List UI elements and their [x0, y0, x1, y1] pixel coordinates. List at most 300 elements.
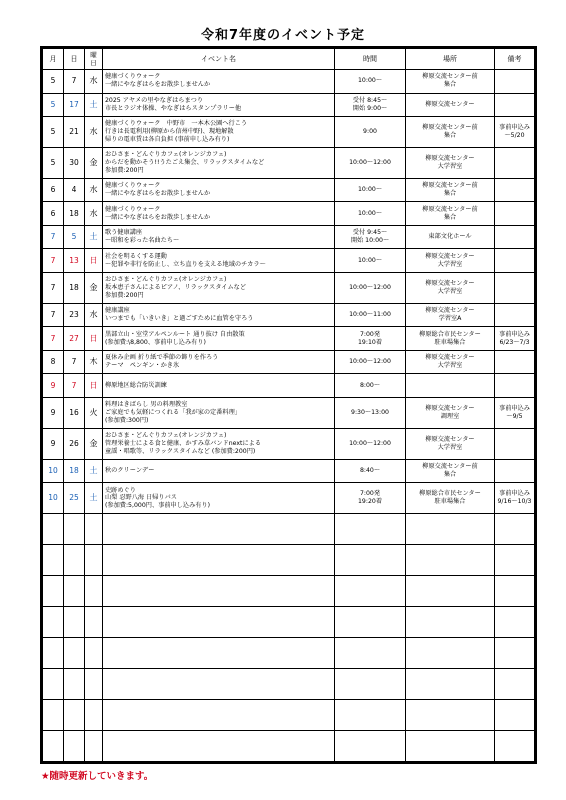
day-cell: 17	[64, 93, 85, 117]
empty-cell	[406, 638, 495, 669]
notes-cell	[495, 202, 535, 226]
weekday-cell: 水	[85, 178, 103, 202]
table-row	[43, 428, 535, 459]
table-row	[43, 374, 535, 398]
empty-cell	[335, 514, 406, 545]
table-row	[43, 483, 535, 514]
event-name-cell-line: 社会を明るくする運動	[105, 252, 167, 260]
notes-cell	[495, 303, 535, 327]
place-cell	[406, 483, 495, 514]
event-name-cell-line: 一緒にやなぎはらをお散歩しませんか	[105, 190, 211, 198]
place-cell-line: 集合	[443, 81, 457, 89]
notes-cell-line: 事前申込み	[499, 490, 530, 498]
weekday-cell: 木	[85, 350, 103, 374]
empty-cell	[406, 699, 495, 730]
empty-cell	[495, 638, 535, 669]
empty-cell	[103, 607, 335, 638]
weekday-cell: 水	[85, 303, 103, 327]
empty-cell	[43, 638, 64, 669]
header-place: 場所	[406, 49, 495, 70]
empty-cell	[85, 730, 103, 761]
notes-cell-line: ～9/5	[506, 412, 523, 420]
event-name-cell-line: 行きは長電利用(柳原から信州中野)、現地解散	[105, 128, 234, 136]
header-weekday	[85, 49, 103, 70]
month-cell: 6	[43, 202, 64, 226]
place-cell-line: 柳原交流センター	[425, 252, 475, 260]
time-cell	[335, 303, 406, 327]
notes-cell-line: 事前申込み	[499, 330, 530, 338]
empty-cell	[43, 668, 64, 699]
empty-cell	[335, 545, 406, 576]
event-name-cell	[103, 483, 335, 514]
place-cell-line: 大学習室	[437, 162, 463, 170]
header-time: 時間	[335, 49, 406, 70]
event-name-cell-line: 料理はきばらし 男の料理教室	[105, 401, 188, 409]
day-cell: 30	[64, 147, 85, 178]
empty-cell	[103, 730, 335, 761]
time-cell	[335, 93, 406, 117]
place-cell	[406, 350, 495, 374]
empty-cell	[103, 638, 335, 669]
empty-cell	[103, 699, 335, 730]
empty-cell	[495, 730, 535, 761]
event-name-cell-line: 夏休み企画 折り紙で季節の飾りを作ろう	[105, 354, 219, 362]
month-cell: 9	[43, 374, 64, 398]
time-cell	[335, 374, 406, 398]
month-cell: 7	[43, 225, 64, 249]
weekday-cell: 金	[85, 272, 103, 303]
day-cell: 7	[64, 374, 85, 398]
empty-cell	[335, 699, 406, 730]
place-cell	[406, 117, 495, 148]
notes-cell-line: 6/23～7/3	[499, 338, 530, 346]
place-cell	[406, 178, 495, 202]
time-cell	[335, 397, 406, 428]
table-row	[43, 70, 535, 94]
event-name-cell-line: 一緒にやなぎはらをお散歩しませんか	[105, 81, 211, 89]
event-name-cell-line: 史跡めぐり	[105, 486, 136, 494]
day-cell: 5	[64, 225, 85, 249]
place-cell	[406, 397, 495, 428]
time-cell	[335, 178, 406, 202]
time-cell	[335, 483, 406, 514]
place-cell-line: 柳原交流センター	[425, 100, 475, 108]
time-cell-line: 10:00～	[357, 77, 383, 85]
empty-cell	[64, 607, 85, 638]
event-name-cell-line: ご家庭でも気軽につくれる「我が家の定番料理」	[105, 408, 241, 416]
notes-cell	[495, 374, 535, 398]
notes-cell-line: 9/16～10/3	[497, 498, 532, 506]
day-cell: 4	[64, 178, 85, 202]
time-cell-line: 19:20着	[357, 498, 383, 506]
day-cell: 7	[64, 70, 85, 94]
time-cell-line: 9:00	[363, 128, 377, 136]
month-cell: 5	[43, 147, 64, 178]
place-cell-line: 大学習室	[437, 443, 463, 451]
empty-row	[43, 699, 535, 730]
notes-cell	[495, 70, 535, 94]
empty-cell	[406, 545, 495, 576]
event-rows	[43, 70, 535, 762]
event-name-cell-line: テーマ ペンギン・かき氷	[105, 362, 180, 370]
day-cell: 27	[64, 327, 85, 351]
empty-row	[43, 730, 535, 761]
empty-cell	[64, 638, 85, 669]
place-cell-line: 学習室A	[438, 315, 462, 323]
empty-row	[43, 638, 535, 669]
event-name-cell	[103, 249, 335, 273]
month-cell: 7	[43, 272, 64, 303]
time-cell	[335, 202, 406, 226]
event-name-cell-line: 健康づくりウォーク	[105, 182, 161, 190]
table-row	[43, 117, 535, 148]
header-weekday-top: 曜	[90, 51, 97, 59]
day-cell: 26	[64, 428, 85, 459]
event-schedule-table	[40, 46, 537, 764]
event-name-cell-line: 黒部立山・室堂アルペンルート 通り抜け 自由散策	[105, 330, 245, 338]
day-cell: 18	[64, 202, 85, 226]
empty-row	[43, 576, 535, 607]
place-cell	[406, 272, 495, 303]
notes-cell-line: ～5/20	[504, 131, 525, 139]
place-cell-line: 集合	[443, 213, 457, 221]
event-name-cell	[103, 327, 335, 351]
weekday-cell: 土	[85, 225, 103, 249]
empty-row	[43, 607, 535, 638]
weekday-cell: 水	[85, 202, 103, 226]
event-name-cell	[103, 93, 335, 117]
weekday-cell: 土	[85, 483, 103, 514]
time-cell	[335, 225, 406, 249]
event-name-cell	[103, 272, 335, 303]
table-row	[43, 225, 535, 249]
empty-cell	[103, 514, 335, 545]
empty-cell	[335, 576, 406, 607]
notes-cell	[495, 225, 535, 249]
month-cell: 7	[43, 303, 64, 327]
event-name-cell-line: 健康講座	[105, 307, 130, 315]
time-cell-line: 8:00～	[359, 381, 381, 389]
empty-cell	[43, 576, 64, 607]
place-cell-line: 柳原交流センター	[425, 354, 475, 362]
update-note: ★随時更新していきます。	[41, 771, 154, 782]
notes-cell	[495, 397, 535, 428]
month-cell: 9	[43, 428, 64, 459]
empty-cell	[85, 514, 103, 545]
page-title: 令和7年度のイベント予定	[200, 28, 366, 43]
event-name-cell-line: 2025 アヤメの里やなぎはらまつり	[105, 96, 204, 104]
month-cell: 5	[43, 93, 64, 117]
place-cell-line: 柳原交流センター	[425, 405, 475, 413]
table-row	[43, 178, 535, 202]
time-cell-line: 受付 8:45～	[352, 96, 388, 104]
event-name-cell-line: 健康づくりウォーク	[105, 205, 161, 213]
day-cell: 25	[64, 483, 85, 514]
place-cell-line: 駐車場集合	[434, 338, 466, 346]
place-cell-line: 柳原交流センター	[425, 307, 475, 315]
empty-cell	[64, 576, 85, 607]
table-row	[43, 397, 535, 428]
time-cell-line: 10:00～12:00	[349, 439, 391, 447]
event-name-cell-line: いつまでも「いきいき」と過ごすために血管を守ろう	[105, 315, 254, 323]
empty-cell	[43, 514, 64, 545]
day-cell: 18	[64, 272, 85, 303]
month-cell: 7	[43, 249, 64, 273]
place-cell	[406, 202, 495, 226]
place-cell-line: 東部文化ホール	[428, 233, 472, 241]
time-cell-line: 10:00～	[357, 186, 383, 194]
time-cell-line: 10:00～	[357, 209, 383, 217]
time-cell	[335, 459, 406, 483]
time-cell-line: 7:00発	[359, 490, 381, 498]
table-row	[43, 93, 535, 117]
notes-cell	[495, 428, 535, 459]
place-cell	[406, 70, 495, 94]
event-name-cell-line: (参加費:5,000円、事前申し込み有り)	[105, 502, 211, 510]
empty-cell	[64, 545, 85, 576]
event-name-cell	[103, 350, 335, 374]
month-cell: 10	[43, 459, 64, 483]
event-name-cell-line: 市長とラジオ体操、やなぎはらスタンプラリー他	[105, 104, 242, 112]
table-row	[43, 459, 535, 483]
empty-cell	[495, 514, 535, 545]
place-cell-line: 柳原総合市民センター	[419, 490, 481, 498]
empty-row	[43, 668, 535, 699]
place-cell-line: 柳原交流センター	[425, 435, 475, 443]
empty-cell	[406, 668, 495, 699]
place-cell-line: 大学習室	[437, 362, 463, 370]
place-cell-line: 集合	[443, 190, 457, 198]
time-cell	[335, 147, 406, 178]
empty-cell	[335, 668, 406, 699]
weekday-cell: 日	[85, 327, 103, 351]
event-name-cell-line: 坂本恵子さんによるピアノ、リラックスタイムなど	[105, 283, 247, 291]
time-cell	[335, 428, 406, 459]
empty-cell	[85, 607, 103, 638]
event-name-cell-line: ～昭和を彩った名曲たち～	[105, 237, 180, 245]
empty-cell	[85, 545, 103, 576]
place-cell	[406, 225, 495, 249]
month-cell: 10	[43, 483, 64, 514]
event-name-cell	[103, 459, 335, 483]
weekday-cell: 火	[85, 397, 103, 428]
place-cell	[406, 303, 495, 327]
event-name-cell	[103, 117, 335, 148]
table-row	[43, 147, 535, 178]
day-cell: 13	[64, 249, 85, 273]
empty-cell	[335, 607, 406, 638]
empty-cell	[85, 699, 103, 730]
empty-cell	[64, 514, 85, 545]
place-cell-line: 柳原交流センター前	[422, 73, 478, 81]
place-cell-line: 駐車場集合	[434, 498, 466, 506]
time-cell-line: 8:40～	[359, 467, 381, 475]
time-cell-line: 9:30～13:00	[351, 408, 389, 416]
event-name-cell-line: 健康づくりウォーク 中野市 一本木公園へ行こう	[105, 120, 248, 128]
time-cell-line: 10:00～12:00	[349, 283, 391, 291]
place-cell-line: 柳原交流センター前	[422, 124, 478, 132]
time-cell	[335, 350, 406, 374]
notes-cell	[495, 117, 535, 148]
empty-cell	[103, 545, 335, 576]
time-cell	[335, 327, 406, 351]
empty-row	[43, 514, 535, 545]
event-name-cell-line: からだを動かそう!!うたごえ集会、リラックスタイムなど	[105, 159, 265, 167]
empty-cell	[406, 576, 495, 607]
notes-cell	[495, 147, 535, 178]
event-name-cell-line: ～犯罪や非行を防止し、立ち直りを支える地域のチカラ～	[105, 260, 266, 268]
day-cell: 18	[64, 459, 85, 483]
empty-cell	[85, 668, 103, 699]
header-event: イベント名	[103, 49, 335, 70]
event-name-cell-line: (参加費:\8,800、事前申し込み有り)	[105, 338, 206, 346]
event-name-cell	[103, 428, 335, 459]
event-name-cell-line: 秋のクリーンデー	[105, 467, 155, 475]
weekday-cell: 金	[85, 428, 103, 459]
event-name-cell-line: 歌う健康講座	[105, 229, 143, 237]
empty-cell	[406, 730, 495, 761]
empty-cell	[43, 607, 64, 638]
day-cell: 23	[64, 303, 85, 327]
header-day: 日	[64, 49, 85, 70]
time-cell-line: 開始 9:00～	[352, 104, 388, 112]
day-cell: 16	[64, 397, 85, 428]
time-cell-line: 受付 9:45～	[352, 229, 388, 237]
event-name-cell-line: おひさま・どんぐりカフェ(オレンジカフェ)	[105, 151, 227, 159]
empty-cell	[64, 668, 85, 699]
empty-cell	[64, 730, 85, 761]
time-cell	[335, 70, 406, 94]
event-name-cell-line: 童謡・唱歌等、リラックスタイムなど (参加費:200円)	[105, 447, 256, 455]
empty-cell	[406, 607, 495, 638]
time-cell	[335, 249, 406, 273]
time-cell	[335, 117, 406, 148]
empty-cell	[85, 638, 103, 669]
empty-cell	[64, 699, 85, 730]
empty-cell	[495, 668, 535, 699]
event-name-cell	[103, 397, 335, 428]
place-cell	[406, 93, 495, 117]
month-cell: 8	[43, 350, 64, 374]
event-name-cell-line: 一緒にやなぎはらをお散歩しませんか	[105, 213, 211, 221]
notes-cell	[495, 350, 535, 374]
place-cell	[406, 428, 495, 459]
event-name-cell	[103, 70, 335, 94]
weekday-cell: 日	[85, 374, 103, 398]
table-row	[43, 327, 535, 351]
table-row	[43, 202, 535, 226]
event-name-cell	[103, 374, 335, 398]
place-cell-line: 集合	[443, 131, 457, 139]
notes-cell-line: 事前申込み	[499, 124, 530, 132]
time-cell-line: 開始 10:00～	[350, 237, 390, 245]
place-cell-line: 柳原交流センター前	[422, 463, 478, 471]
weekday-cell: 土	[85, 93, 103, 117]
notes-cell	[495, 249, 535, 273]
table-row	[43, 303, 535, 327]
weekday-cell: 水	[85, 117, 103, 148]
notes-cell	[495, 483, 535, 514]
header-month: 月	[43, 49, 64, 70]
day-cell: 7	[64, 350, 85, 374]
notes-cell-line: 事前申込み	[499, 405, 530, 413]
place-cell	[406, 147, 495, 178]
place-cell-line: 柳原交流センター	[425, 155, 475, 163]
event-name-cell	[103, 147, 335, 178]
empty-cell	[103, 576, 335, 607]
place-cell-line: 大学習室	[437, 287, 463, 295]
place-cell-line: 柳原交流センター前	[422, 205, 478, 213]
header-weekday-bottom: 日	[90, 59, 97, 67]
event-name-cell-line: (参加費:300円)	[105, 416, 149, 424]
time-cell-line: 10:00～12:00	[349, 358, 391, 366]
event-name-cell	[103, 202, 335, 226]
header-notes: 備考	[495, 49, 535, 70]
event-name-cell-line: 柳原地区総合防災訓練	[105, 381, 167, 389]
event-name-cell-line: 参加費:200円	[105, 166, 144, 174]
event-name-cell-line: 管理栄養士による食と健康、かすみ草バンドnextによる	[105, 439, 262, 447]
time-cell-line: 10:00～	[357, 256, 383, 264]
empty-cell	[495, 576, 535, 607]
place-cell-line: 柳原交流センター前	[422, 182, 478, 190]
table-row	[43, 272, 535, 303]
notes-cell	[495, 178, 535, 202]
place-cell-line: 柳原総合市民センター	[419, 330, 481, 338]
weekday-cell: 日	[85, 249, 103, 273]
place-cell-line: 調理室	[440, 412, 460, 420]
month-cell: 5	[43, 70, 64, 94]
empty-cell	[43, 699, 64, 730]
time-cell-line: 7:00発	[359, 330, 381, 338]
time-cell-line: 10:00～11:00	[349, 311, 391, 319]
empty-row	[43, 545, 535, 576]
table-row	[43, 249, 535, 273]
notes-cell	[495, 327, 535, 351]
event-name-cell-line: 山梨 忍野八海 日帰りバス	[105, 494, 177, 502]
empty-cell	[406, 514, 495, 545]
place-cell	[406, 459, 495, 483]
place-cell	[406, 374, 495, 398]
table-row	[43, 350, 535, 374]
event-name-cell	[103, 225, 335, 249]
empty-cell	[43, 545, 64, 576]
place-cell-line: 柳原交流センター	[425, 280, 475, 288]
place-cell	[406, 249, 495, 273]
time-cell-line: 10:00～12:00	[349, 159, 391, 167]
place-cell-line: 集合	[443, 471, 457, 479]
time-cell	[335, 272, 406, 303]
month-cell: 9	[43, 397, 64, 428]
empty-cell	[335, 730, 406, 761]
notes-cell	[495, 272, 535, 303]
notes-cell	[495, 459, 535, 483]
event-name-cell-line: 健康づくりウォーク	[105, 73, 161, 81]
weekday-cell: 水	[85, 70, 103, 94]
event-name-cell-line: おひさま・どんぐりカフェ(オレンジカフェ)	[105, 432, 227, 440]
event-name-cell-line: 帰りの電車賃は各自負担 (事前申し込み有り)	[105, 135, 230, 143]
time-cell-line: 19:10着	[357, 338, 383, 346]
empty-cell	[495, 607, 535, 638]
notes-cell	[495, 93, 535, 117]
place-cell	[406, 327, 495, 351]
empty-cell	[495, 545, 535, 576]
event-name-cell	[103, 178, 335, 202]
empty-cell	[335, 638, 406, 669]
event-name-cell-line: おひさま・どんぐりカフェ(オレンジカフェ)	[105, 276, 227, 284]
weekday-cell: 金	[85, 147, 103, 178]
event-name-cell-line: 参加費:200円	[105, 291, 144, 299]
place-cell-line: 大学習室	[437, 260, 463, 268]
